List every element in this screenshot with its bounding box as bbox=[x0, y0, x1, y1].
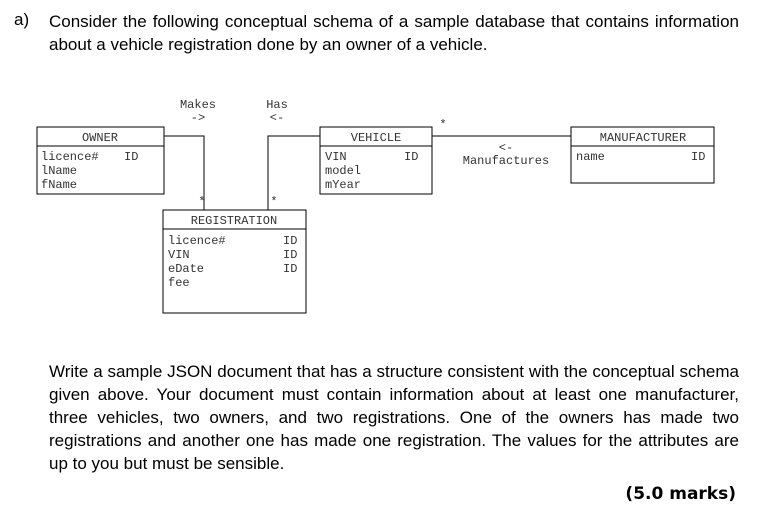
entity-registration bbox=[163, 210, 306, 313]
makes-label: Makes bbox=[179, 98, 217, 112]
question-intro: Consider the following conceptual schema of a sample database that contains information about a vehicle registration done by an owner of a vehicle. bbox=[49, 12, 739, 54]
registration-attr-key: ID bbox=[283, 248, 298, 262]
manufacturer-attr-key: ID bbox=[691, 150, 706, 164]
owner-attr-name: fName bbox=[41, 178, 78, 192]
registration-attr-name: fee bbox=[168, 276, 190, 290]
relationship-manufactures bbox=[463, 141, 549, 168]
relationship-has bbox=[266, 98, 288, 125]
question-label: a) bbox=[14, 10, 30, 29]
vehicle-attr-name: mYear bbox=[325, 178, 362, 192]
relationship-makes bbox=[180, 98, 216, 125]
entity-vehicle bbox=[320, 127, 432, 194]
has-arrow: <- bbox=[269, 111, 285, 125]
registration-attr-name: eDate bbox=[168, 262, 205, 276]
vehicle-attr-key: ID bbox=[404, 150, 419, 164]
owner-title: OWNER bbox=[81, 131, 119, 145]
vehicle-attr-name: model bbox=[325, 164, 362, 178]
registration-attr-key: ID bbox=[283, 262, 298, 276]
registration-attr-key: ID bbox=[283, 234, 298, 248]
question-task: Write a sample JSON document that has a structure consistent with the conceptual schema given above. Your document must contain information about at least one manufacturer, three vehicles, two owners, and two registrations. One of the owners has made two registrations and another one has made one registration. The values for the attributes are up to you but must be sensible. bbox=[49, 362, 739, 473]
multiplicity-makes: * bbox=[198, 195, 206, 209]
manufactures-label: Manufactures bbox=[462, 154, 550, 168]
entity-owner bbox=[37, 127, 164, 194]
registration-title: REGISTRATION bbox=[190, 214, 278, 228]
registration-attr-name: licence# bbox=[168, 234, 226, 248]
manufacturer-attr-name: name bbox=[576, 150, 605, 164]
manufactures-arrow: <- bbox=[498, 141, 514, 155]
marks-label: (5.0 marks) bbox=[625, 484, 736, 504]
manufacturer-title: MANUFACTURER bbox=[599, 131, 687, 145]
multiplicity-has: * bbox=[270, 195, 278, 209]
owner-attr-name: lName bbox=[41, 164, 78, 178]
vehicle-attr-name: VIN bbox=[325, 150, 347, 164]
vehicle-title: VEHICLE bbox=[350, 131, 402, 145]
registration-attr-name: VIN bbox=[168, 248, 190, 262]
makes-arrow: -> bbox=[190, 111, 206, 125]
entity-manufacturer bbox=[571, 127, 714, 183]
owner-attr-name: licence# bbox=[41, 150, 99, 164]
owner-attr-key: ID bbox=[124, 150, 139, 164]
has-label: Has bbox=[266, 98, 288, 112]
multiplicity-manufactures: * bbox=[439, 118, 447, 132]
